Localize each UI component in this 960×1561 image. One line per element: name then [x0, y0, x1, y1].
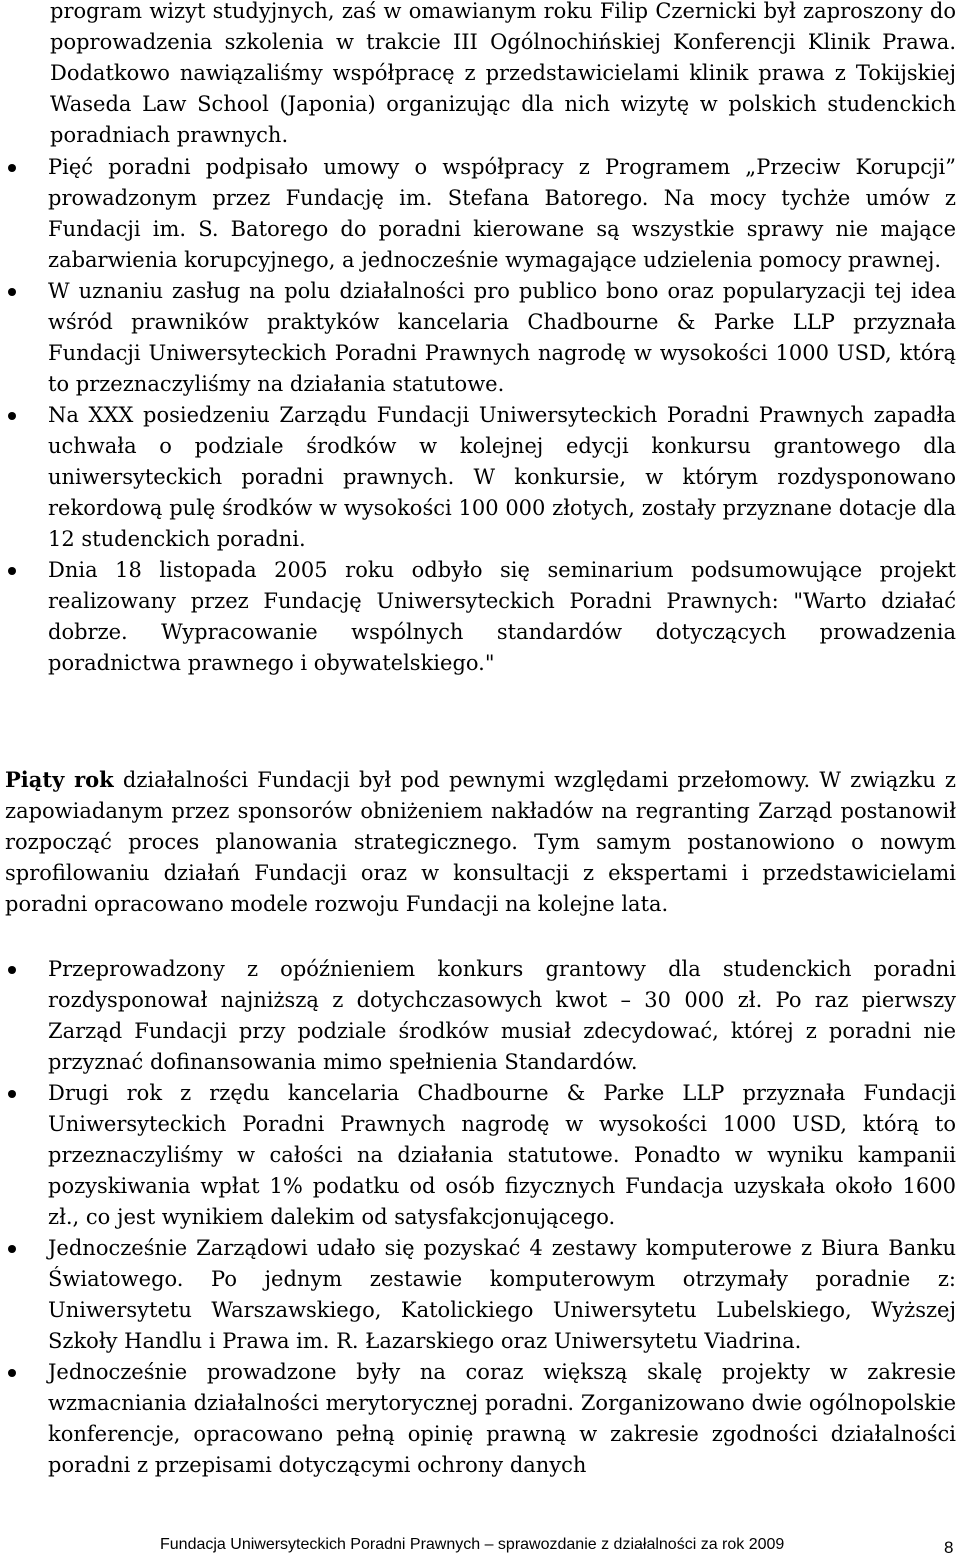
- list-item-text: Pięć poradni podpisało umowy o współpracy z Programem „Przeciw Korupcji” prowadzonym przez Fundację im. Stefana Batorego. Na mocy tychże umów z Fundacji im. S. Batorego do poradni kierowane są wszystkie sprawy nie mające zabarwienia korupcyjnego, a jednocześnie wymagające udzielenia pomocy prawnej.: [48, 155, 956, 272]
- bullet-icon: [8, 288, 16, 296]
- bullet-list-achievements: [0, 152, 960, 679]
- bullet-icon: [8, 567, 16, 575]
- list-item-text: Na XXX posiedzeniu Zarządu Fundacji Uniwersyteckich Poradni Prawnych zapadła uchwała o podziale środków w kolejnej edycji konkursu grantowego dla uniwersyteckich poradni prawnych. W konkursie, w którym rozdysponowano rekordową pulę środków w wysokości 100 000 złotych, zostały przyznane dotacje dla 12 studenckich poradni.: [48, 403, 956, 551]
- list-item: [0, 1233, 960, 1357]
- list-item-text: Dnia 18 listopada 2005 roku odbyło się seminarium podsumowujące projekt realizowany przez Fundację Uniwersyteckich Poradni Prawnych: "Warto działać dobrze. Wypracowanie wspólnych standardów dotyczących prowadzenia poradnictwa prawnego i obywatelskiego.": [48, 558, 956, 675]
- section-text: działalności Fundacji był pod pewnymi względami przełomowy. W związku z zapowiadanym przez sponsorów obniżeniem nakładów na regranting Zarząd postanowił rozpocząć proces planowania strategicznego. Tym samym postanowiono o nowym sprofilowaniu działań Fundacji oraz w konsultacji z ekspertami i przedstawicielami poradni opracowano modele rozwoju Fundacji na kolejne lata.: [5, 768, 956, 916]
- section-paragraph: [5, 764, 956, 920]
- list-item-text: W uznaniu zasług na polu działalności pro publico bono oraz popularyzacji tej idea wśród prawników praktyków kancelaria Chadbourne & Parke LLP przyznała Fundacji Uniwersyteckich Poradni Prawnych nagrodę w wysokości 1000 USD, którą to przeznaczyliśmy na działania statutowe.: [48, 279, 956, 396]
- list-item: [0, 954, 960, 1078]
- bullet-icon: [8, 1090, 16, 1098]
- continued-paragraph: program wizyt studyjnych, zaś w omawianym roku Filip Czernicki był zaproszony do poprowadzenia szkolenia w trakcie III Ogólnochińskiej Konferencji Klinik Prawa. Dodatkowo nawiązaliśmy współpracę z przedstawicielami klinik prawa z Tokijskiej Waseda Law School (Japonia) organizując dla nich wizytę w polskich studenckich poradniach prawnych.: [50, 0, 956, 147]
- page-footer: Fundacja Uniwersyteckich Poradni Prawnych – sprawozdanie z działalności za rok 2009: [160, 1536, 785, 1553]
- bullet-icon: [8, 1369, 16, 1377]
- section-lead: Piąty rok: [5, 767, 114, 792]
- list-item-text: Jednocześnie Zarządowi udało się pozyskać 4 zestawy komputerowe z Biura Banku Światowego. Po jednym zestawie komputerowym otrzymały poradnie z: Uniwersytetu Warszawskiego, Katolickiego Uniwersytetu Lubelskiego, Wyższej Szkoły Handlu i Prawa im. R. Łazarskiego oraz Uniwersytetu Viadrina.: [48, 1236, 956, 1353]
- page-number: 8: [944, 1538, 954, 1557]
- bullet-icon: [8, 1245, 16, 1253]
- list-item-text: Przeprowadzony z opóźnieniem konkurs grantowy dla studenckich poradni rozdysponował najniższą z dotychczasowych kwot – 30 000 zł. Po raz pierwszy Zarząd Fundacji przy podziale środków musiał zdecydować, której z poradni nie przyznać dofinansowania mimo spełnienia Standardów.: [48, 957, 956, 1074]
- list-item: [0, 276, 960, 400]
- bullet-list-fifth-year: [0, 954, 960, 1481]
- list-item: [0, 400, 960, 555]
- bullet-icon: [8, 164, 16, 172]
- list-item-text: Jednocześnie prowadzone były na coraz większą skalę projekty w zakresie wzmacniania działalności merytorycznej poradni. Zorganizowano dwie ogólnopolskie konferencje, opracowano pełną opinię prawną w zakresie zgodności działalności poradni z przepisami dotyczącymi ochrony danych: [48, 1360, 956, 1477]
- list-item: [0, 555, 960, 679]
- list-item: [0, 152, 960, 276]
- list-item-text: Drugi rok z rzędu kancelaria Chadbourne & Parke LLP przyznała Fundacji Uniwersyteckich Poradni Prawnych nagrodę w wysokości 1000 USD, którą to przeznaczyliśmy w całości na działania statutowe. Ponadto w wyniku kampanii pozyskiwania wpłat 1% podatku od osób fizycznych Fundacja uzyskała około 1600 zł., co jest wynikiem dalekim od satysfakcjonującego.: [48, 1081, 956, 1229]
- list-item: [0, 1357, 960, 1481]
- bullet-icon: [8, 966, 16, 974]
- bullet-icon: [8, 412, 16, 420]
- list-item: [0, 1078, 960, 1233]
